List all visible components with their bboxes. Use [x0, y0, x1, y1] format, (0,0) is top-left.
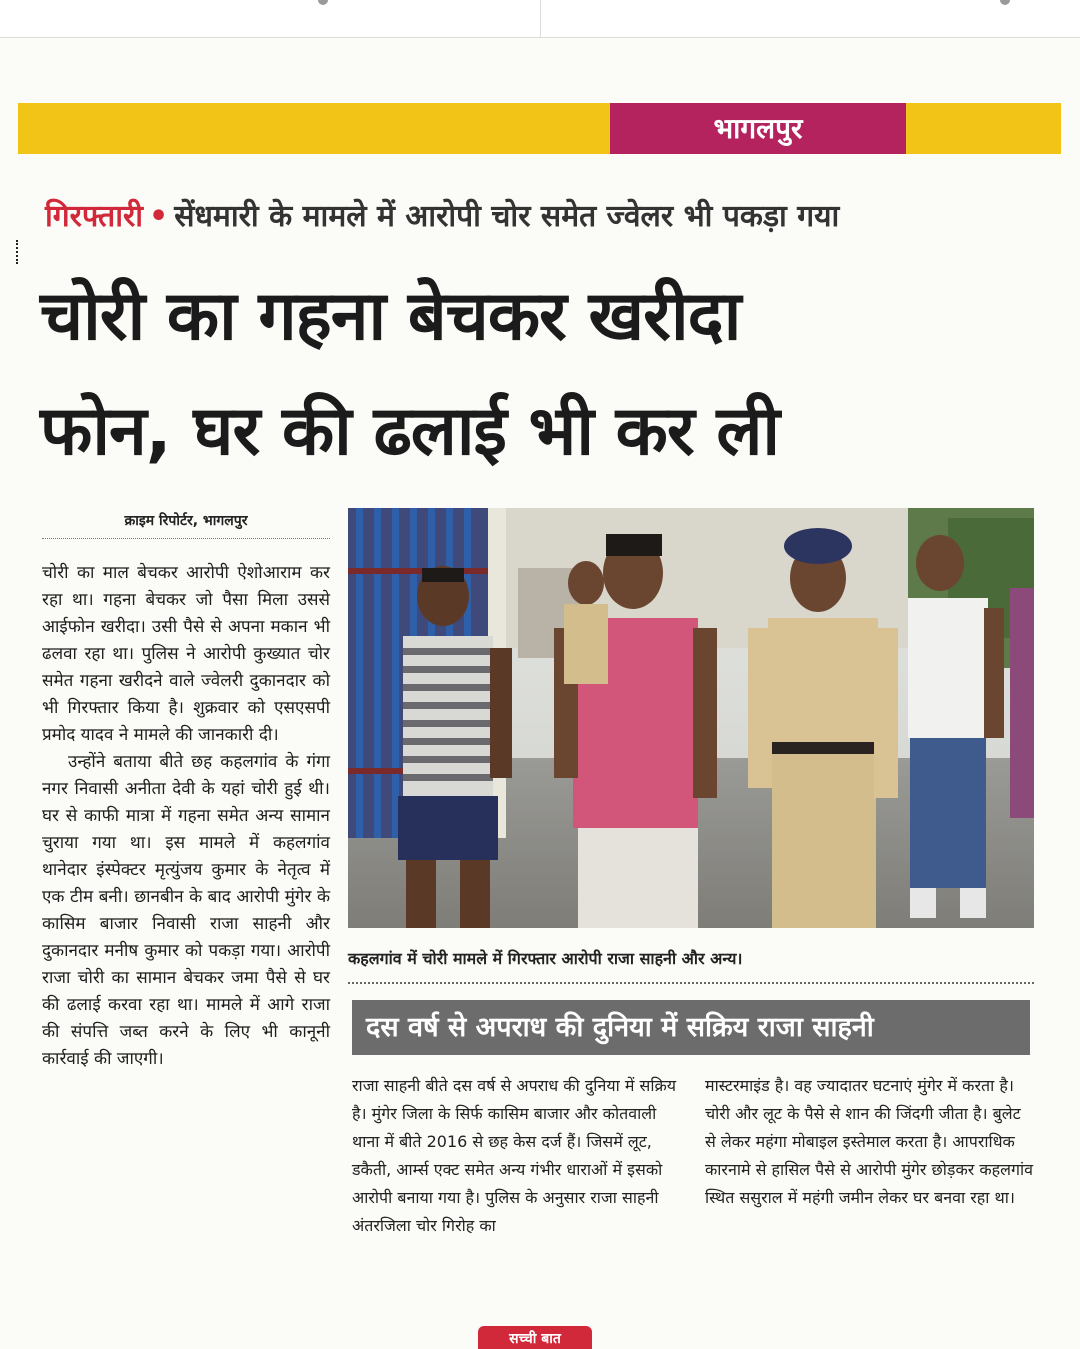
byline: क्राइम रिपोर्टर, भागलपुर: [42, 510, 330, 539]
kicker-separator: •: [149, 199, 169, 234]
top-bar-divider: [540, 0, 541, 38]
section-name: भागलपुर: [610, 103, 906, 154]
article-body: [42, 560, 330, 1073]
arrest-photo-illustration: [348, 508, 1034, 928]
margin-mark: [16, 240, 20, 264]
sidebar-column-2: मास्टरमाइंड है। वह ज्यादातर घटनाएं मुंगेर में करता है। चोरी और लूट के पैसे से शान की जिंदगी जीता है। बुलेट से लेकर महंगा मोबाइल इस्तेमाल करता है। आपराधिक कारनामे से हासिल पैसे से आरोपी मुंगेर छोड़कर कहलगांव स्थित ससुराल में महंगी जमीन लेकर घर बनवा रहा था।: [705, 1076, 1034, 1207]
top-bar: [0, 0, 1080, 38]
kicker-label: गिरफ्तारी: [45, 199, 144, 234]
footer-logo: सच्ची बात: [478, 1326, 592, 1349]
top-bar-glyph: [1000, 0, 1010, 5]
sidebar-heading: दस वर्ष से अपराध की दुनिया में सक्रिय राजा साहनी: [352, 1000, 1030, 1055]
headline-line-2: फोन, घर की ढलाई भी कर ली: [40, 392, 780, 471]
article-paragraph: उन्होंने बताया बीते छह कहलगांव के गंगा नगर निवासी अनीता देवी के यहां चोरी हुई थी। घर से काफी मात्रा में गहना समेत अन्य सामान चुराया गया था। इस मामले में कहलगांव थानेदार इंस्पेक्टर मृत्युंजय कुमार के नेतृत्व में एक टीम बनी। छानबीन के बाद आरोपी मुंगेर के कासिम बाजार निवासी राजा साहनी और दुकानदार मनीष कुमार को पकड़ा गया। आरोपी राजा चोरी का सामान बेचकर जमा पैसे से घर की ढलाई करवा रहा था। मामले में आगे राजा की संपत्ति जब्त करने के लिए भी कानूनी कार्रवाई की जाएगी।: [42, 752, 330, 1069]
headline-line-1: चोरी का गहना बेचकर खरीदा: [40, 277, 741, 356]
kicker-text: सेंधमारी के मामले में आरोपी चोर समेत ज्वेलर भी पकड़ा गया: [174, 199, 840, 234]
sidebar-column-1: राजा साहनी बीते दस वर्ष से अपराध की दुनिया में सक्रिय है। मुंगेर जिला के सिर्फ कासिम बाजार और कोतवाली थाना में बीते 2016 से छह केस दर्ज हैं। जिसमें लूट, डकैती, आर्म्स एक्ट समेत अन्य गंभीर धाराओं में इसको आरोपी बनाया गया है। पुलिस के अनुसार राजा साहनी अंतरजिला चोर गिरोह का: [352, 1076, 677, 1235]
article-paragraph: चोरी का माल बेचकर आरोपी ऐशोआराम कर रहा था। गहना बेचकर जो पैसा मिला उससे आईफोन खरीदा। उसी पैसे से अपना मकान भी ढलवा रहा था। पुलिस ने आरोपी कुख्यात चोर समेत गहना खरीदने वाले ज्वेलरी दुकानदार को भी गिरफ्तार किया है। शुक्रवार को एसएसपी प्रमोद यादव ने मामले की जानकारी दी।: [42, 563, 330, 745]
kicker: [45, 192, 1045, 242]
caption-divider: [348, 982, 1034, 984]
news-photo: [348, 508, 1034, 928]
top-bar-glyph: [318, 0, 328, 5]
photo-caption: कहलगांव में चोरी मामले में गिरफ्तार आरोपी राजा साहनी और अन्य।: [348, 949, 743, 968]
